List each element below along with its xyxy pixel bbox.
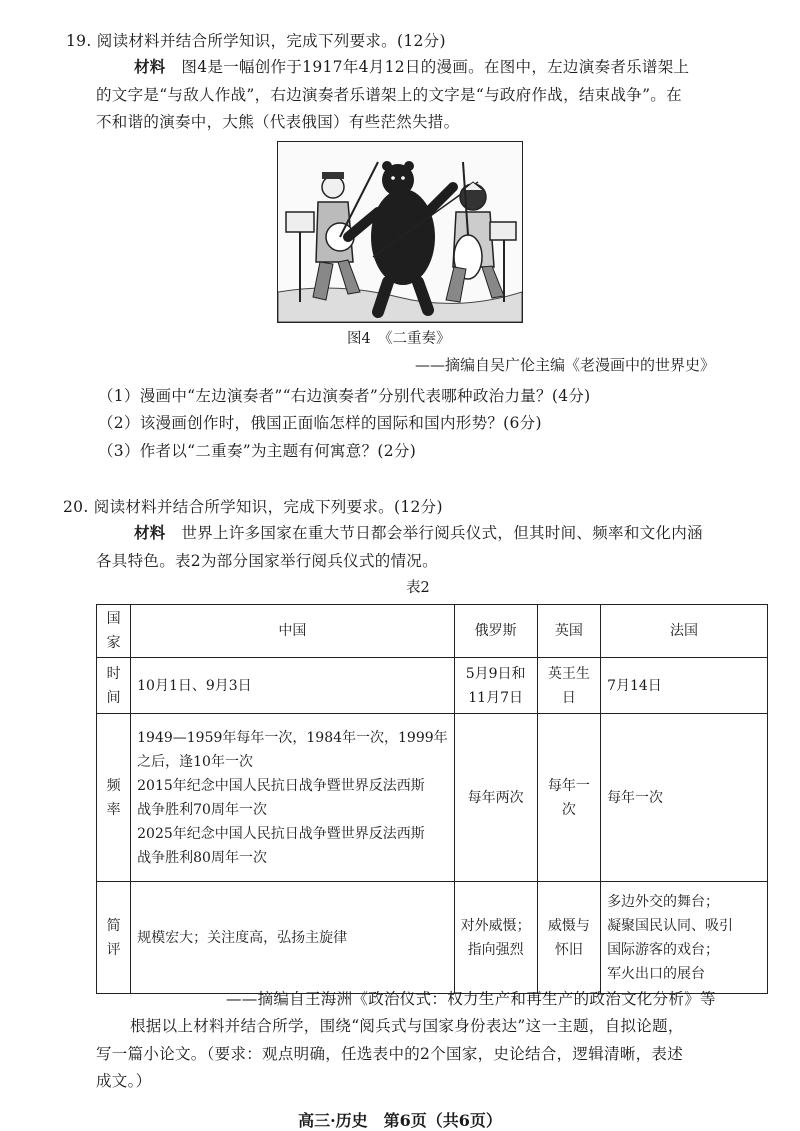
q20-source: ——摘编自王海洲《政治仪式：权力生产和再生产的政治文化分析》等 (226, 990, 716, 1008)
cell-russia-time (454, 658, 537, 714)
q19-source: ——摘编自吴广伦主编《老漫画中的世界史》 (415, 356, 716, 374)
q19-material-line-3: 不和谐的演奏中，大熊（代表俄国）有些茫然失措。 (96, 113, 460, 131)
russia-review-line-1: 对外威慑； (460, 917, 531, 934)
row-label-time: 时间 (97, 658, 131, 714)
cell-china-review: 规模宏大；关注度高，弘扬主旋律 (131, 882, 455, 994)
parade-table (96, 604, 768, 994)
q20-material-line-2: 各具特色。表2为部分国家举行阅兵仪式的情况。 (96, 552, 438, 570)
cell-france-frequency: 每年一次 (601, 714, 768, 882)
q20-task-line-1: 根据以上材料并结合所学，围绕“阅兵式与国家身份表达”这一主题，自拟论题， (130, 1017, 684, 1035)
q19-heading: 19. 阅读材料并结合所学知识，完成下列要求。(12分) (66, 32, 446, 50)
q19-question-2: （2）该漫画创作时，俄国正面临怎样的国际和国内形势？(6分) (98, 414, 542, 432)
header-china: 中国 (131, 605, 455, 658)
cell-china-time: 10月1日、9月3日 (131, 658, 455, 714)
cell-china-frequency (131, 714, 455, 882)
header-russia: 俄罗斯 (454, 605, 537, 658)
page-footer: 高三·历史 第6页（共6页） (298, 1111, 502, 1130)
cell-uk-frequency: 每年一次 (537, 714, 600, 882)
row-label-frequency: 频率 (97, 714, 131, 882)
table-row-time (97, 658, 768, 714)
france-review-line-3: 国际游客的戏台； (607, 941, 720, 958)
q19-question-1: （1）漫画中“左边演奏者”“右边演奏者”分别代表哪种政治力量？(4分) (98, 387, 591, 405)
cell-france-review (601, 882, 768, 994)
q19-question-3: （3）作者以“二重奏”为主题有何寓意？(2分) (98, 442, 417, 460)
row-label-review: 简评 (97, 882, 131, 994)
china-frequency-line-1: 1949—1959年每年一次，1984年一次，1999年 (137, 729, 448, 746)
russia-review-line-2: 指向强烈 (467, 941, 524, 958)
france-review-line-4: 军火出口的展台 (607, 965, 706, 982)
table-title: 表2 (406, 580, 430, 596)
uk-review-line-1: 威慑与 (547, 917, 590, 934)
figure-caption: 图4 《二重奏》 (347, 331, 451, 347)
q19-material-line-2: 的文字是“与敌人作战”，右边演奏者乐谱架上的文字是“与政府作战，结束战争”。在 (96, 86, 682, 104)
china-frequency-line-4: 战争胜利70周年一次 (137, 801, 267, 818)
q20-task-line-3: 成文。） (96, 1072, 152, 1090)
cell-russia-time-line-2: 11月7日 (468, 689, 523, 706)
q20-material-line-1 (134, 522, 703, 544)
q19-material-line-1 (134, 56, 689, 78)
q20-task-line-2: 写一篇小论文。（要求：观点明确，任选表中的2个国家，史论结合，逻辑清晰，表述 (96, 1045, 684, 1063)
cell-france-time: 7月14日 (601, 658, 768, 714)
cell-russia-frequency: 每年两次 (454, 714, 537, 882)
q20-heading: 20. 阅读材料并结合所学知识，完成下列要求。(12分) (63, 498, 443, 516)
cell-russia-review (454, 882, 537, 994)
france-review-line-2: 凝聚国民认同、吸引 (607, 917, 734, 934)
cartoon-duet-figure (277, 141, 523, 323)
table-row-frequency (97, 714, 768, 882)
header-uk: 英国 (537, 605, 600, 658)
table-header-row (97, 605, 768, 658)
china-frequency-line-5: 2025年纪念中国人民抗日战争暨世界反法西斯 (137, 825, 425, 842)
uk-review-line-2: 怀旧 (554, 941, 583, 958)
cell-uk-time: 英王生日 (537, 658, 600, 714)
china-frequency-line-3: 2015年纪念中国人民抗日战争暨世界反法西斯 (137, 777, 425, 794)
france-review-line-1: 多边外交的舞台； (607, 893, 720, 910)
q20-material-text-1: 世界上许多国家在重大节日都会举行阅兵仪式，但其时间、频率和文化内涵 (181, 524, 703, 542)
china-frequency-line-2: 之后，逢10年一次 (137, 753, 253, 770)
cell-uk-review (537, 882, 600, 994)
q19-material-label: 材料 (134, 57, 166, 76)
cartoon-illustration (278, 142, 522, 322)
header-country: 国家 (97, 605, 131, 658)
table-row-review (97, 882, 768, 994)
china-frequency-line-6: 战争胜利80周年一次 (137, 849, 267, 866)
header-france: 法国 (601, 605, 768, 658)
cell-russia-time-line-1: 5月9日和 (465, 665, 526, 682)
q20-material-label: 材料 (134, 523, 166, 542)
q19-material-text-1: 图4是一幅创作于1917年4月12日的漫画。在图中，左边演奏者乐谱架上 (181, 58, 690, 76)
